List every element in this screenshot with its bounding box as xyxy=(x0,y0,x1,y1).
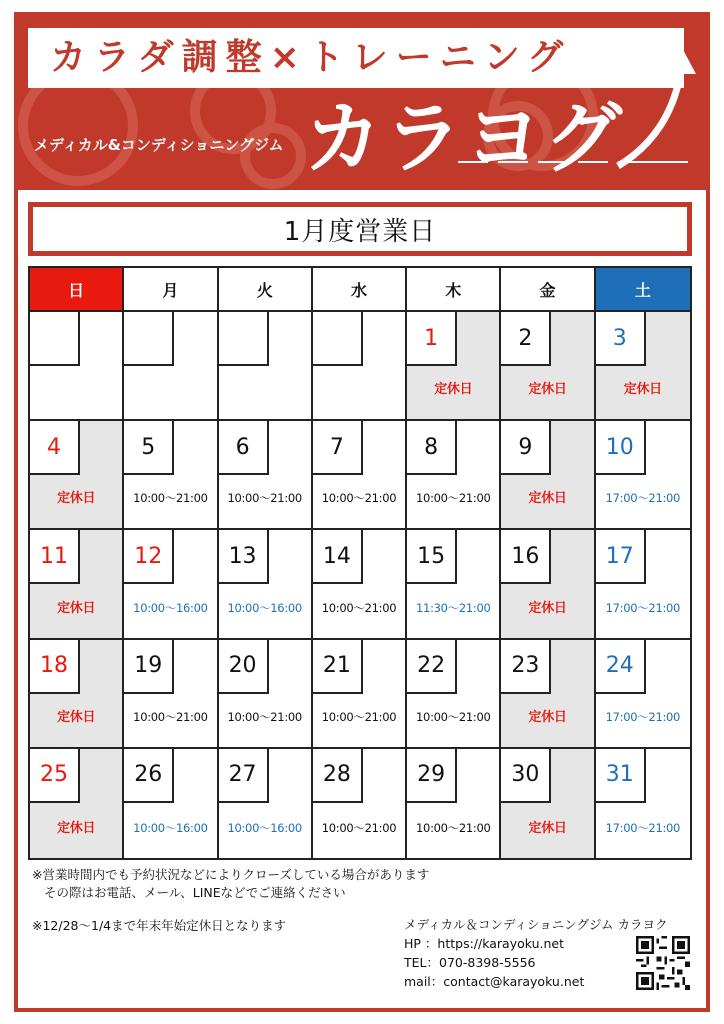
weekday-tuesday: 火 xyxy=(219,268,313,312)
day-number: 29 xyxy=(407,749,457,803)
brand-logo-text: カラヨグ xyxy=(304,94,625,184)
business-hours: 17:00〜21:00 xyxy=(605,820,681,835)
calendar-day-cell xyxy=(501,421,595,530)
weekday-wednesday: 水 xyxy=(313,268,407,312)
business-hours: 10:00〜16:00 xyxy=(227,600,302,615)
calendar-day-cell xyxy=(124,749,218,858)
calendar-day-cell xyxy=(124,530,218,639)
closed-day-label: 定休日 xyxy=(528,709,567,725)
business-hours: 11:30〜21:00 xyxy=(416,600,491,615)
gym-subtitle: メディカル&コンディショニングジム xyxy=(34,136,284,154)
closed-day-label: 定休日 xyxy=(57,820,96,836)
day-number: 5 xyxy=(124,421,174,475)
day-number xyxy=(313,312,363,366)
business-hours: 10:00〜21:00 xyxy=(321,491,397,506)
calendar-day-cell xyxy=(501,749,595,858)
calendar-day-cell xyxy=(124,640,218,749)
day-number: 9 xyxy=(501,421,551,475)
calendar-day-cell xyxy=(30,421,124,530)
weekday-saturday: 土 xyxy=(596,268,690,312)
day-number: 31 xyxy=(596,749,646,803)
calendar-day-cell xyxy=(124,312,218,421)
calendar-day-cell xyxy=(407,749,501,858)
day-number: 20 xyxy=(219,640,269,694)
calendar-day-cell xyxy=(501,640,595,749)
day-number xyxy=(219,312,269,366)
business-hours: 10:00〜21:00 xyxy=(416,491,491,506)
business-hours: 10:00〜21:00 xyxy=(416,709,491,724)
day-number xyxy=(30,312,80,366)
contact-hp: HP ：https://karayoku.net xyxy=(404,936,565,951)
weekday-friday: 金 xyxy=(501,268,595,312)
day-number: 23 xyxy=(501,640,551,694)
calendar-day-cell xyxy=(30,312,124,421)
closed-day-label: 定休日 xyxy=(528,820,567,836)
closed-day-label: 定休日 xyxy=(434,382,473,398)
day-number: 18 xyxy=(30,640,80,694)
day-number: 24 xyxy=(596,640,646,694)
calendar-day-cell xyxy=(124,421,218,530)
month-title: 1月度営業日 xyxy=(283,216,437,247)
calendar-day-cell xyxy=(219,421,313,530)
day-number: 12 xyxy=(124,530,174,584)
notes xyxy=(32,866,429,902)
tagline: カラダ調整×トレーニング xyxy=(50,37,572,78)
business-hours: 10:00〜21:00 xyxy=(133,491,208,506)
day-number: 6 xyxy=(219,421,269,475)
calendar-day-cell xyxy=(30,749,124,858)
calendar-day-cell xyxy=(407,640,501,749)
day-number: 21 xyxy=(313,640,363,694)
day-number: 22 xyxy=(407,640,457,694)
day-number xyxy=(124,312,174,366)
day-number: 19 xyxy=(124,640,174,694)
calendar-day-cell xyxy=(30,640,124,749)
calendar-day-cell xyxy=(313,421,407,530)
weekday-sunday: 日 xyxy=(30,268,124,312)
calendar-day-cell xyxy=(219,640,313,749)
business-hours: 17:00〜21:00 xyxy=(605,491,681,506)
business-calendar xyxy=(28,266,692,860)
note-line-2: その際はお電話、メール、LINEなどでご連絡ください xyxy=(44,885,346,900)
closed-day-label: 定休日 xyxy=(528,491,567,507)
calendar-day-cell xyxy=(596,312,690,421)
calendar-day-cell xyxy=(313,530,407,639)
calendar-day-cell xyxy=(219,530,313,639)
calendar-day-cell xyxy=(219,749,313,858)
calendar-day-cell xyxy=(501,312,595,421)
calendar-day-cell xyxy=(501,530,595,639)
business-hours: 10:00〜21:00 xyxy=(133,709,208,724)
closed-day-label: 定休日 xyxy=(57,600,96,616)
business-hours: 10:00〜21:00 xyxy=(321,600,397,615)
business-hours: 10:00〜21:00 xyxy=(227,491,302,506)
contact-tel: TEL：070-8398-5556 xyxy=(404,955,536,970)
day-number: 25 xyxy=(30,749,80,803)
business-hours: 10:00〜16:00 xyxy=(133,820,208,835)
closed-day-label: 定休日 xyxy=(57,709,96,725)
closed-day-label: 定休日 xyxy=(528,600,567,616)
closed-day-label: 定休日 xyxy=(57,491,96,507)
calendar-day-cell xyxy=(313,312,407,421)
day-number: 17 xyxy=(596,530,646,584)
business-hours: 10:00〜21:00 xyxy=(416,820,491,835)
note-line-3: ※12/28〜1/4まで年末年始定休日となります xyxy=(32,918,287,933)
weekday-thursday: 木 xyxy=(407,268,501,312)
calendar-day-cell xyxy=(596,749,690,858)
business-hours: 10:00〜16:00 xyxy=(133,600,208,615)
closed-day-label: 定休日 xyxy=(528,382,567,398)
day-number: 7 xyxy=(313,421,363,475)
day-number: 14 xyxy=(313,530,363,584)
calendar-day-cell xyxy=(30,530,124,639)
month-title-box xyxy=(28,202,692,256)
day-number: 16 xyxy=(501,530,551,584)
contact-mail: mail：contact@karayoku.net xyxy=(404,974,585,989)
calendar-day-cell xyxy=(596,640,690,749)
contact-name: メディカル＆コンディショニングジム カラヨク xyxy=(404,917,668,932)
header-banner xyxy=(18,16,706,190)
calendar-day-cell xyxy=(219,312,313,421)
calendar-day-cell xyxy=(596,421,690,530)
day-number: 28 xyxy=(313,749,363,803)
calendar-day-cell xyxy=(407,421,501,530)
day-number: 10 xyxy=(596,421,646,475)
business-hours: 10:00〜21:00 xyxy=(321,820,397,835)
business-hours: 17:00〜21:00 xyxy=(605,600,681,615)
business-hours: 10:00〜16:00 xyxy=(227,820,302,835)
calendar-day-cell xyxy=(596,530,690,639)
calendar-day-cell xyxy=(407,530,501,639)
day-number: 8 xyxy=(407,421,457,475)
business-hours: 17:00〜21:00 xyxy=(605,709,681,724)
calendar-day-cell xyxy=(313,640,407,749)
calendar-day-cell xyxy=(313,749,407,858)
day-number: 27 xyxy=(219,749,269,803)
day-number: 15 xyxy=(407,530,457,584)
qr-code-icon xyxy=(636,936,690,990)
day-number: 3 xyxy=(596,312,646,366)
day-number: 11 xyxy=(30,530,80,584)
business-hours: 10:00〜21:00 xyxy=(321,709,397,724)
note-line-1: ※営業時間内でも予約状況などによりクローズしている場合があります xyxy=(32,867,430,882)
day-number: 2 xyxy=(501,312,551,366)
day-number: 13 xyxy=(219,530,269,584)
day-number: 30 xyxy=(501,749,551,803)
contact-block xyxy=(404,915,667,991)
day-number: 4 xyxy=(30,421,80,475)
business-hours: 10:00〜21:00 xyxy=(227,709,302,724)
tagline-box xyxy=(28,28,684,88)
day-number: 1 xyxy=(407,312,457,366)
day-number: 26 xyxy=(124,749,174,803)
closed-day-label: 定休日 xyxy=(623,382,662,398)
weekday-monday: 月 xyxy=(124,268,218,312)
calendar-day-cell xyxy=(407,312,501,421)
